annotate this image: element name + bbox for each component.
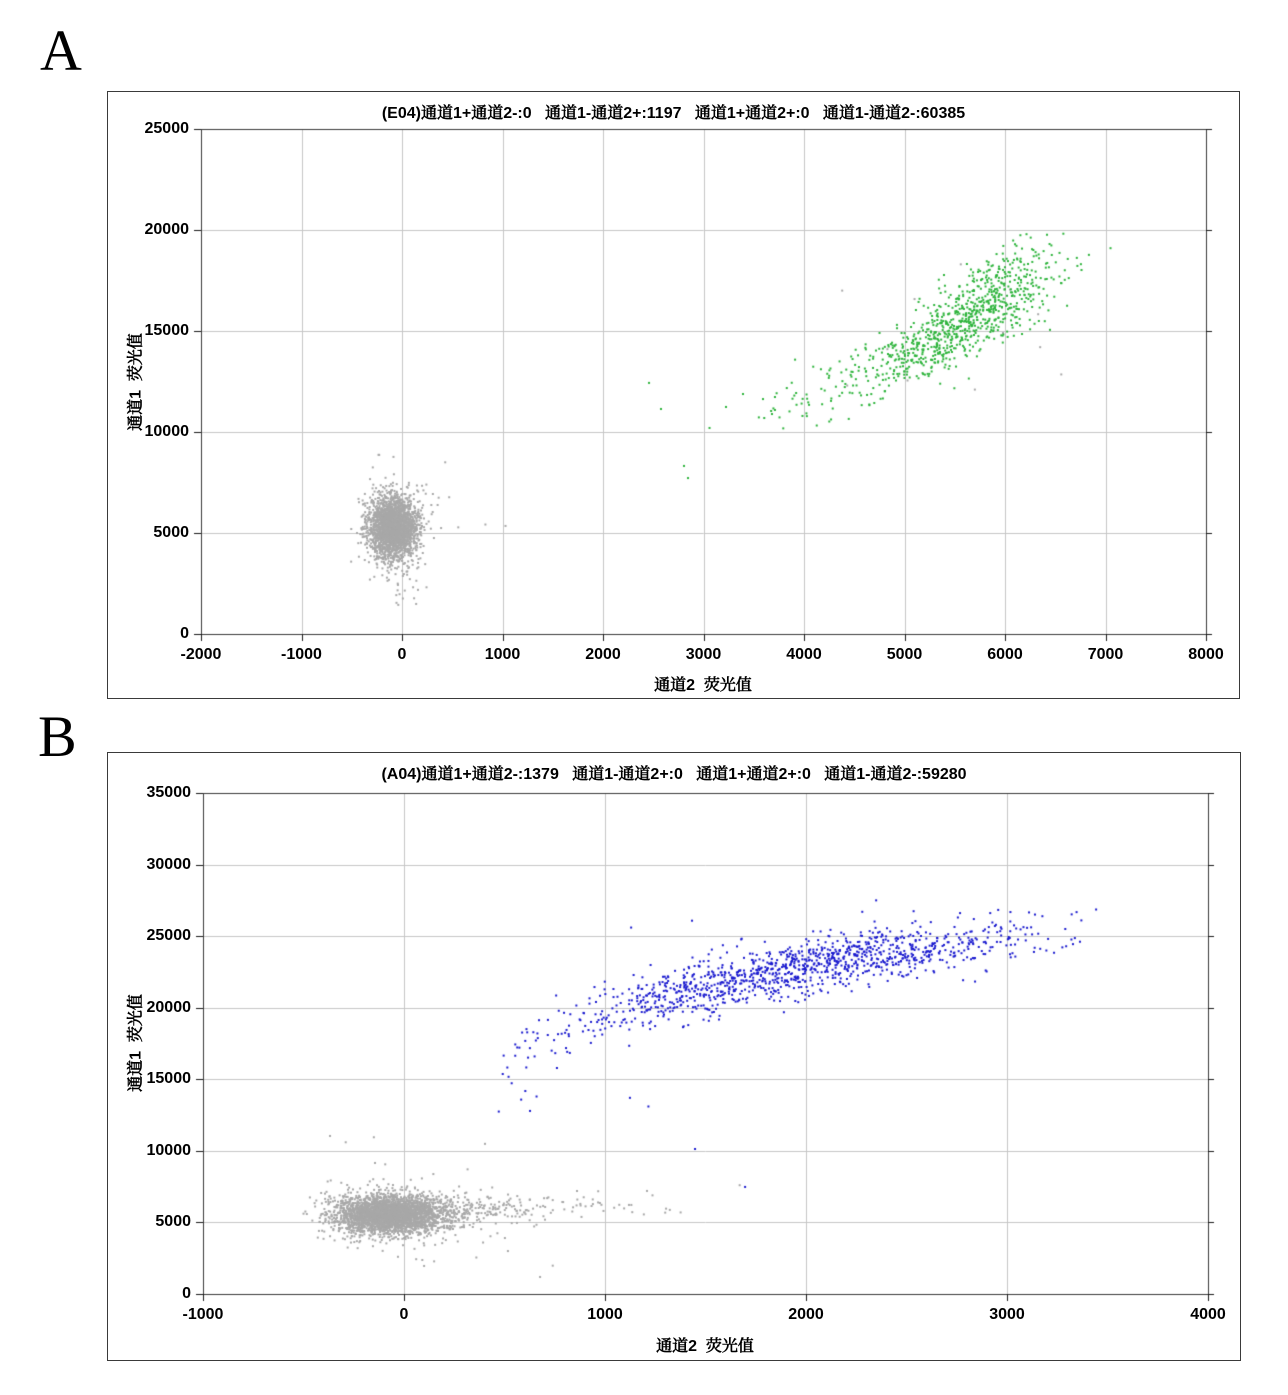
scatter-canvas-a xyxy=(108,92,1239,698)
y-tick-label: 5000 xyxy=(155,1213,191,1231)
x-axis-label-a: 通道2 荧光值 xyxy=(654,677,752,694)
x-tick-label: -2000 xyxy=(180,646,222,663)
y-tick-label: 15000 xyxy=(146,1070,191,1088)
panel-letter-a: A xyxy=(40,18,82,83)
x-tick-label: 4000 xyxy=(1190,1306,1226,1323)
y-tick-label: 20000 xyxy=(146,998,191,1016)
y-tick-label: 15000 xyxy=(144,322,189,339)
x-tick-label: -1000 xyxy=(182,1306,224,1323)
chart-title-a: (E04)通道1+通道2-:0 通道1-通道2+:1197 通道1+通道2+:0 通道1-通道2-:60385 xyxy=(381,105,966,122)
x-tick-label: 7000 xyxy=(1087,646,1124,663)
x-tick-label: 8000 xyxy=(1188,646,1224,663)
chart-title-b: (A04)通道1+通道2-:1379 通道1-通道2+:0 通道1+通道2+:0 通道1-通道2-:59280 xyxy=(381,766,967,783)
x-tick-label: 0 xyxy=(397,646,407,663)
x-axis-label-b: 通道2 荧光值 xyxy=(656,1338,754,1355)
y-tick-label: 25000 xyxy=(144,120,189,137)
y-tick-label: 5000 xyxy=(153,524,189,541)
y-tick-label: 10000 xyxy=(146,1141,191,1159)
y-tick-label: 25000 xyxy=(146,927,191,945)
x-tick-label: 0 xyxy=(399,1306,409,1323)
x-tick-label: 5000 xyxy=(886,646,923,663)
x-tick-label: 3000 xyxy=(685,646,722,663)
y-tick-label: 0 xyxy=(180,625,189,642)
scatter-canvas-b xyxy=(108,753,1240,1360)
x-tick-label: 4000 xyxy=(786,646,822,663)
x-tick-label: 2000 xyxy=(788,1306,824,1323)
y-tick-label: 30000 xyxy=(146,855,191,873)
panel-b xyxy=(107,752,1241,1361)
y-tick-label: 20000 xyxy=(144,221,189,238)
x-tick-label: -1000 xyxy=(281,646,322,663)
y-tick-label: 10000 xyxy=(144,423,189,440)
panel-letter-b: B xyxy=(38,704,77,769)
x-tick-label: 2000 xyxy=(585,646,621,663)
x-tick-label: 1000 xyxy=(484,646,521,663)
x-tick-label: 1000 xyxy=(587,1306,623,1323)
y-tick-label: 35000 xyxy=(146,784,191,801)
panel-a xyxy=(107,91,1240,699)
y-tick-label: 0 xyxy=(182,1285,191,1302)
y-axis-label-b: 通道1 荧光值 xyxy=(127,994,145,1092)
x-tick-label: 6000 xyxy=(987,646,1023,663)
y-axis-label-a: 通道1 荧光值 xyxy=(127,333,145,431)
x-tick-label: 3000 xyxy=(989,1306,1025,1323)
